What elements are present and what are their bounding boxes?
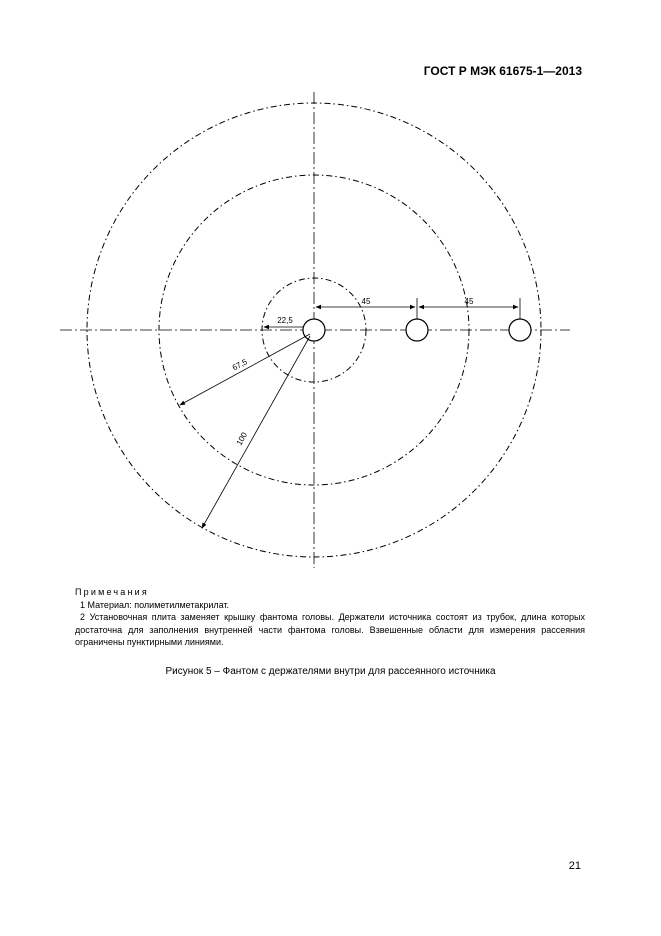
figure-caption: Рисунок 5 – Фантом с держателями внутри для рассеянного источника [165,666,496,677]
radius-outer-dimension [202,336,310,528]
page-number: 21 [568,860,581,872]
notes-section [75,586,585,649]
source-holder-center [303,319,325,341]
spacing-label-2: 45 [464,297,474,306]
radius-outer-label: 100 [234,430,249,447]
radius-middle-label: 67,5 [230,357,249,373]
radius-middle-dimension [180,334,310,405]
source-holder-middle [406,319,428,341]
note-item: 1 Материал: полиметилметакрилат. [80,599,230,610]
source-holder-outer [509,319,531,341]
notes-title: Примечания [75,587,149,597]
note-item: 2 Установочная плита заменяет крышку фантома головы. Держатели источника состоят из трубок, длина которых достаточна для заполнения внутренней части фантома головы. Взвешенные области для измерения рассеяния ограничены пунктирными линиями. [75,612,585,647]
document-header: ГОСТ Р МЭК 61675-1—2013 [423,64,582,78]
radius-inner-label: 22,5 [277,316,293,325]
spacing-label-1: 45 [361,297,371,306]
